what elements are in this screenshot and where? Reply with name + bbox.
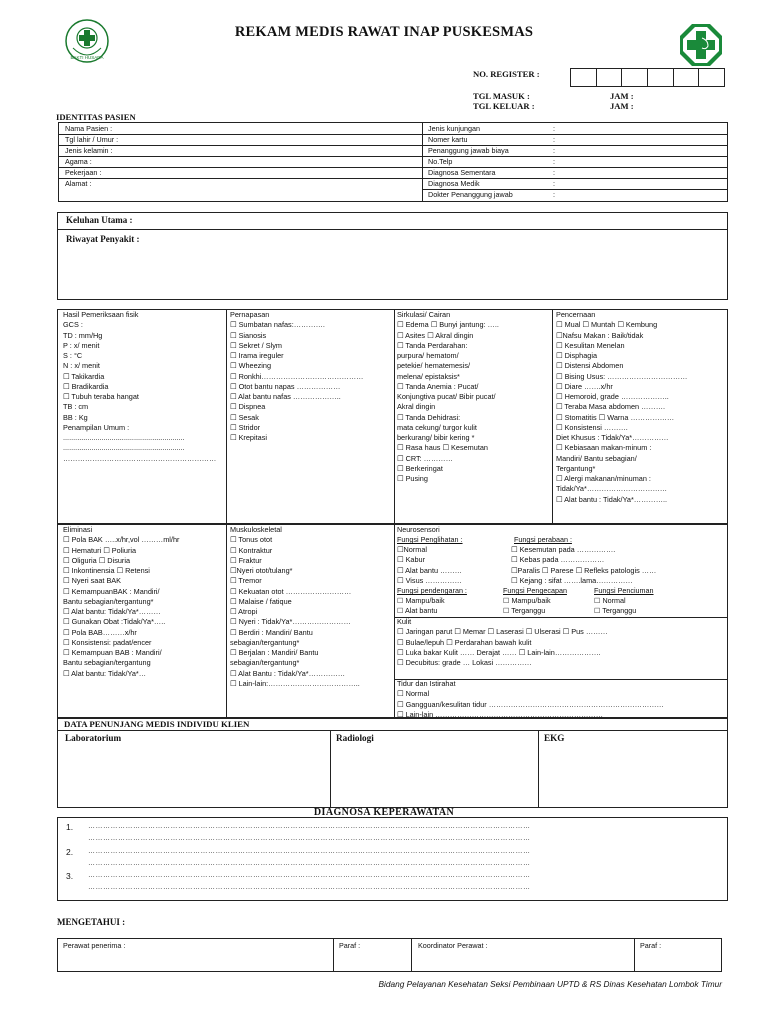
fisik-line: ............................................................ bbox=[63, 433, 185, 442]
muskulo-line: ☐ Berjalan : Mandiri/ Bantu bbox=[230, 648, 319, 657]
pengecapan-terganggu: ☐ Terganggu bbox=[503, 606, 546, 615]
diagnosa-number: 2. bbox=[66, 847, 74, 857]
pengecapan-mampu: ☐ Mampu/baik bbox=[503, 596, 551, 605]
colon: : bbox=[553, 146, 555, 155]
eliminasi-line: Bantu sebagian/tergantung bbox=[63, 658, 151, 668]
jam-masuk-label: JAM : bbox=[610, 91, 634, 101]
pencernaan-line: ☐ Alat bantu : Tidak/Ya*………….. bbox=[556, 494, 668, 504]
colon: : bbox=[553, 179, 555, 188]
sirkulasi-line: Akral dingin bbox=[397, 402, 436, 412]
eliminasi-line: ☐ Hematuri ☐ Poliuria bbox=[63, 545, 137, 555]
diagnosa-dots: …………………………………………………………………………………………………………………………………………………………… bbox=[88, 884, 531, 891]
pernapasan-line: ☐ Otot bantu napas ……………… bbox=[230, 381, 341, 391]
identitas-right-table bbox=[422, 122, 728, 202]
pendengaran-label: Fungsi pendengaran : bbox=[397, 586, 467, 595]
jam-keluar-label: JAM : bbox=[610, 101, 634, 111]
col-kulit bbox=[397, 617, 608, 668]
penunjang-title: DATA PENUNJANG MEDIS INDIVIDU KLIEN bbox=[64, 719, 250, 729]
diagnosa-number: 1. bbox=[66, 822, 74, 832]
identitas-nama: Nama Pasien : bbox=[65, 124, 113, 133]
eliminasi-line: ☐ Inkontinensia ☐ Retensi bbox=[63, 566, 150, 575]
fisik-line: ☐ Tubuh teraba hangat bbox=[63, 392, 139, 401]
identitas-left-table bbox=[58, 122, 423, 202]
pernapasan-line: ☐ Sesak bbox=[230, 412, 259, 422]
pencernaan-line: ☐ Bising Usus: …………………………… bbox=[556, 371, 688, 381]
neuro-penglihatan-label: Fungsi Penglihatan : bbox=[397, 535, 463, 544]
neuro-left-line: ☐ Alat bantu ……… bbox=[397, 565, 462, 575]
sirkulasi-line: berkurang/ bibir kering * bbox=[397, 433, 475, 442]
identitas-pekerjaan: Pekerjaan : bbox=[65, 168, 102, 177]
pengecapan-label: Fungsi Pengecapan bbox=[503, 586, 567, 595]
eliminasi-line: ☐ Konsistensi: padat/encer bbox=[63, 637, 152, 647]
kulit-line: Kulit bbox=[397, 617, 412, 626]
mengetahui-title: MENGETAHUI : bbox=[57, 917, 126, 927]
pencernaan-line: Tidak/Ya*…………………………… bbox=[556, 484, 668, 494]
tidur-line: ☐ Gangguan/kesulitan tidur ……………………………………………………………… bbox=[397, 699, 664, 709]
no-register-label: NO. REGISTER : bbox=[473, 69, 540, 79]
diagnosa-dots: …………………………………………………………………………………………………………………………………………………………… bbox=[88, 860, 531, 867]
sirkulasi-line: ☐ Tanda Dehidrasi: bbox=[397, 412, 461, 422]
pernapasan-line: ☐ Irama ireguler bbox=[230, 351, 284, 360]
diagnosa-dots: …………………………………………………………………………………………………………………………………………………………… bbox=[88, 823, 531, 830]
fisik-line: ☐ Takikardia bbox=[63, 371, 105, 381]
col-pencernaan bbox=[556, 310, 687, 505]
muskulo-line: ☐Nyeri otot/tulang* bbox=[230, 566, 293, 575]
diagnosa-dots: …………………………………………………………………………………………………………………………………………………………… bbox=[88, 848, 531, 855]
no-register-boxes[interactable] bbox=[570, 68, 725, 87]
sirkulasi-line: ☐ Tanda Perdarahan: bbox=[397, 340, 468, 350]
neuro-left bbox=[397, 545, 462, 586]
eliminasi-line: ☐ Kemampuan BAB : Mandiri/ bbox=[63, 648, 162, 657]
eliminasi-line: ☐ Alat bantu: Tidak/Ya*… bbox=[63, 668, 147, 678]
neuro-right-line: ☐ Kesemutan pada ……………. bbox=[511, 545, 616, 554]
kulit-line: ☐ Bulae/lepuh ☐ Perdarahan bawah kulit bbox=[397, 637, 532, 647]
pernapasan-line: ☐ Alat bantu nafas ……………….. bbox=[230, 392, 341, 401]
eliminasi-line: ☐ Pola BAB………x/hr bbox=[63, 627, 137, 637]
pendengaran-mampu: ☐ Mampu/baik bbox=[397, 596, 445, 605]
sirkulasi-line: melena/ epistaksis* bbox=[397, 371, 460, 381]
identitas-jenis-kelamin: Jenis kelamin : bbox=[65, 146, 113, 155]
identitas-title: IDENTITAS PASIEN bbox=[56, 112, 136, 122]
sirkulasi-line: Konjungtiva pucat/ Bibir pucat/ bbox=[397, 392, 496, 401]
muskulo-line: ☐ Malaise / fatique bbox=[230, 596, 292, 606]
pencernaan-line: ☐ Distensi Abdomen bbox=[556, 361, 624, 371]
muskulo-line: ☐ Lain-lain:……………………………….. bbox=[230, 678, 360, 688]
neuro-right-line: ☐ Kejang : sifat …….lama…………… bbox=[511, 575, 633, 585]
perawat-penerima-field[interactable]: Perawat penerima : bbox=[63, 941, 126, 950]
pencernaan-line: ☐ Kesulitan Menelan bbox=[556, 340, 625, 350]
fisik-line: P : x/ menit bbox=[63, 340, 100, 350]
pencernaan-line: Pencernaan bbox=[556, 310, 596, 319]
paraf-field[interactable]: Paraf : bbox=[640, 941, 662, 950]
fisik-line: S : °C bbox=[63, 351, 83, 360]
muskulo-line: ☐ Kekuatan otot ……………………… bbox=[230, 586, 352, 596]
keluhan-utama-label: Keluhan Utama : bbox=[66, 215, 133, 225]
ekg-label: EKG bbox=[544, 733, 565, 743]
kulit-line: ☐ Decubitus: grade … Lokasi …………… bbox=[397, 658, 532, 667]
pencernaan-line: ☐ Stomatitis ☐ Warna ……………… bbox=[556, 412, 675, 422]
eliminasi-line: Bantu sebagian/tergantung* bbox=[63, 596, 154, 606]
identitas-nomer-kartu: Nomer kartu bbox=[428, 135, 468, 144]
muskulo-line: ☐ Tremor bbox=[230, 576, 262, 586]
col-sirkulasi bbox=[397, 310, 499, 484]
pencernaan-line: ☐Nafsu Makan : Baik/tidak bbox=[556, 330, 644, 340]
pencernaan-line: ☐ Hemoroid, grade ……………….. bbox=[556, 392, 669, 401]
col-muskuloskeletal bbox=[230, 525, 360, 689]
muskulo-line: sebagian/tergantung* bbox=[230, 658, 300, 668]
fisik-line: N : x/ menit bbox=[63, 361, 100, 371]
penciuman-terganggu: ☐ Terganggu bbox=[594, 606, 637, 615]
identitas-diagnosa-medik: Diagnosa Medik bbox=[428, 179, 480, 188]
pencernaan-line: ☐ Konsistensi ………. bbox=[556, 422, 628, 432]
pencernaan-line: ☐ Teraba Masa abdomen ………. bbox=[556, 402, 666, 412]
fisik-line: TD : mm/Hg bbox=[63, 330, 103, 340]
pencernaan-line: ☐ Mual ☐ Muntah ☐ Kembung bbox=[556, 320, 658, 330]
fisik-line: ............................................................ bbox=[63, 443, 185, 453]
sirkulasi-line: ☐ Berkeringat bbox=[397, 463, 443, 473]
eliminasi-line: ☐ Alat bantu: Tidak/Ya*……… bbox=[63, 607, 161, 616]
sirkulasi-line: ☐ Asites ☐ Akral dingin bbox=[397, 330, 474, 340]
sirkulasi-line: ☐ Pusing bbox=[397, 474, 428, 483]
muskulo-line: ☐ Kontraktur bbox=[230, 545, 273, 555]
pencernaan-line: ☐ Disphagia bbox=[556, 351, 598, 360]
pernapasan-line: ☐ Sianosis bbox=[230, 330, 267, 340]
identitas-tgl-lahir: Tgl lahir / Umur : bbox=[65, 135, 119, 144]
neuro-perabaan-label: Fungsi perabaan : bbox=[514, 535, 572, 544]
diagnosa-dots: …………………………………………………………………………………………………………………………………………………………… bbox=[88, 872, 531, 879]
neuro-left-line: ☐ Visus …………… bbox=[397, 575, 462, 585]
fisik-line: TB : cm bbox=[63, 402, 89, 412]
tgl-masuk-label: TGL MASUK : bbox=[473, 91, 530, 101]
sirkulasi-line: mata cekung/ turgor kulit bbox=[397, 422, 477, 432]
identitas-diagnosa-sementara: Diagnosa Sementara bbox=[428, 168, 496, 177]
fisik-line: Hasil Pemeriksaan fisik bbox=[63, 310, 139, 319]
identitas-agama: Agama : bbox=[65, 157, 92, 166]
colon: : bbox=[553, 157, 555, 166]
lab-label: Laboratorium bbox=[65, 733, 122, 743]
pencernaan-line: Diet Khusus : Tidak/Ya*…………… bbox=[556, 433, 669, 442]
pencernaan-line: Mandiri/ Bantu sebagian/ bbox=[556, 453, 637, 463]
col-eliminasi bbox=[63, 525, 179, 679]
muskulo-line: ☐ Nyeri : Tidak/Ya*…………………… bbox=[230, 617, 351, 627]
mengetahui-table bbox=[57, 938, 722, 972]
riwayat-penyakit-label: Riwayat Penyakit : bbox=[66, 234, 140, 244]
colon: : bbox=[553, 135, 555, 144]
form-title: REKAM MEDIS RAWAT INAP PUSKESMAS bbox=[234, 24, 534, 40]
fisik-line: Penampilan Umum : bbox=[63, 422, 130, 432]
diagnosa-number: 3. bbox=[66, 871, 74, 881]
colon: : bbox=[553, 190, 555, 199]
neuro-left-line: ☐ Kabur bbox=[397, 555, 426, 565]
eliminasi-line: ☐ Pola BAK …..x/hr,vol ………ml/hr bbox=[63, 535, 180, 545]
diagnosa-dots: …………………………………………………………………………………………………………………………………………………………… bbox=[88, 835, 531, 842]
eliminasi-line: ☐ KemampuanBAK : Mandiri/ bbox=[63, 586, 160, 596]
sirkulasi-line: ☐ Tanda Anemia : Pucat/ bbox=[397, 381, 479, 391]
identitas-dokter: Dokter Penanggung jawab bbox=[428, 190, 513, 199]
diagnosa-box[interactable] bbox=[57, 817, 728, 901]
logo-plus-cross bbox=[678, 22, 724, 68]
neuro-title: Neurosensori bbox=[397, 525, 440, 534]
col-fisik bbox=[63, 310, 216, 464]
identitas-jenis-kunjungan: Jenis kunjungan bbox=[428, 124, 480, 133]
footer-text: Bidang Pelayanan Kesehatan Seksi Pembinaan UPTD & RS Dinas Kesehatan Lombok Timur bbox=[378, 979, 722, 989]
muskulo-line: ☐ Tonus otot bbox=[230, 535, 273, 545]
eliminasi-line: Eliminasi bbox=[63, 525, 93, 534]
fisik-line: ……………………………………………………… bbox=[63, 453, 217, 463]
keluhan-utama-box[interactable] bbox=[57, 212, 728, 230]
pernapasan-line: ☐ Sekret / Slym bbox=[230, 340, 282, 350]
identitas-no-telp: No.Telp bbox=[428, 157, 453, 166]
penunjang-table bbox=[57, 730, 728, 808]
muskulo-line: ☐ Alat Bantu : Tidak/Ya*…………… bbox=[230, 668, 346, 678]
pernapasan-line: ☐ Wheezing bbox=[230, 361, 272, 371]
tidur-line: ☐ Lain-lain …………………………………………………………… bbox=[397, 709, 604, 719]
muskulo-line: ☐ Berdiri : Mandiri/ Bantu bbox=[230, 627, 313, 637]
fisik-line: GCS : bbox=[63, 320, 83, 330]
tidur-line: ☐ Normal bbox=[397, 689, 430, 699]
neuro-left-line: ☐Normal bbox=[397, 545, 428, 554]
pencernaan-line: ☐ Kebiasaan makan-minum : bbox=[556, 443, 652, 453]
eliminasi-line: ☐ Oliguria ☐ Disuria bbox=[63, 555, 131, 565]
identitas-penanggung-jawab: Penanggung jawab biaya bbox=[428, 146, 509, 155]
kulit-line: ☐ Luka bakar Kulit …… Derajat …… ☐ Lain-lain………………. bbox=[397, 647, 601, 657]
sirkulasi-line: ☐ Rasa haus ☐ Kesemutan bbox=[397, 443, 488, 453]
pendengaran-alat-bantu: ☐ Alat bantu bbox=[397, 606, 438, 615]
col-tidur bbox=[397, 679, 664, 720]
fisik-line: ☐ Bradikardia bbox=[63, 381, 109, 391]
koordinator-perawat-field[interactable]: Koordinator Perawat : bbox=[418, 941, 488, 950]
eliminasi-line: ☐ Gunakan Obat :Tidak/Ya*….. bbox=[63, 617, 166, 627]
radiologi-label: Radiologi bbox=[336, 733, 374, 743]
pernapasan-line: ☐ Ronkhi…………………………………… bbox=[230, 371, 364, 381]
tgl-keluar-label: TGL KELUAR : bbox=[473, 101, 535, 111]
pernapasan-line: ☐ Stridor bbox=[230, 422, 261, 432]
penciuman-label: Fungsi Penciuman bbox=[594, 586, 654, 595]
pencernaan-line: ☐ Alergi makanan/minuman : bbox=[556, 474, 651, 483]
muskulo-line: Muskuloskeletal bbox=[230, 525, 282, 534]
muskulo-line: ☐ Fraktur bbox=[230, 555, 262, 565]
fisik-line: BB : Kg bbox=[63, 412, 88, 422]
neuro-right-line: ☐Paralis ☐ Parese ☐ Refleks patologis …… bbox=[511, 565, 657, 575]
pernapasan-line: ☐ Dispnea bbox=[230, 402, 266, 412]
neuro-right bbox=[511, 545, 656, 586]
colon: : bbox=[553, 124, 555, 133]
sirkulasi-line: purpura/ hematom/ bbox=[397, 351, 459, 360]
neuro-right-line: ☐ Kebas pada ……………… bbox=[511, 555, 605, 565]
pernapasan-line: ☐ Sumbatan nafas:…………. bbox=[230, 320, 325, 330]
diagnosa-title: DIAGNOSA KEPERAWATAN bbox=[313, 807, 455, 818]
pernapasan-line: ☐ Krepitasi bbox=[230, 433, 267, 442]
eliminasi-line: ☐ Nyeri saat BAK bbox=[63, 576, 122, 586]
col-pernapasan bbox=[230, 310, 363, 443]
sirkulasi-line: Sirkulasi/ Cairan bbox=[397, 310, 451, 319]
svg-text:BAKTI HUSADA: BAKTI HUSADA bbox=[70, 55, 104, 60]
kulit-line: ☐ Jaringan parut ☐ Memar ☐ Laserasi ☐ Ulserasi ☐ Pus ……… bbox=[397, 627, 608, 637]
muskulo-line: ☐ Atropi bbox=[230, 607, 258, 616]
pencernaan-line: Tergantung* bbox=[556, 463, 596, 473]
penciuman-normal: ☐ Normal bbox=[594, 596, 626, 605]
pernapasan-line: Pernapasan bbox=[230, 310, 270, 319]
riwayat-penyakit-box[interactable] bbox=[57, 229, 728, 300]
identitas-alamat: Alamat : bbox=[65, 179, 92, 188]
sirkulasi-line: petekie/ hematemesis/ bbox=[397, 361, 471, 371]
tidur-line: Tidur dan Istirahat bbox=[397, 679, 456, 688]
sirkulasi-line: ☐ Edema ☐ Bunyi jantung: ….. bbox=[397, 320, 499, 330]
paraf-field[interactable]: Paraf : bbox=[339, 941, 361, 950]
muskulo-line: sebagian/tergantung* bbox=[230, 637, 300, 647]
sirkulasi-line: ☐ CRT: ………… bbox=[397, 453, 453, 463]
pencernaan-line: ☐ Diare …….x/hr bbox=[556, 381, 613, 391]
colon: : bbox=[553, 168, 555, 177]
